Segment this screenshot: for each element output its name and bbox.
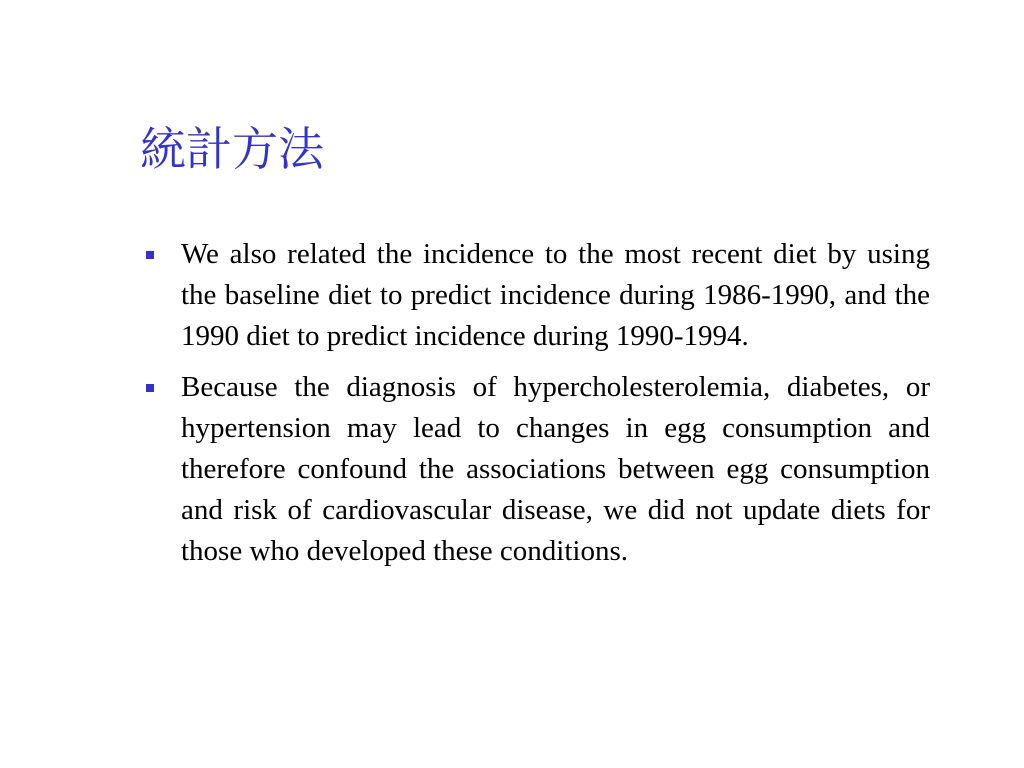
bullet-item <box>140 367 930 572</box>
square-bullet-icon <box>146 251 154 259</box>
bullet-text: We also related the incidence to the most recent diet by using the baseline diet to predict incidence during 1986-1990, and the 1990 diet to predict incidence during 1990-1994. <box>181 238 930 352</box>
square-bullet-icon <box>146 384 154 392</box>
bullet-text: Because the diagnosis of hypercholesterolemia, diabetes, or hypertension may lead to changes in egg consumption and therefore confound the associations between egg consumption and risk of cardiovascular disease, we did not update diets for those who developed these conditions. <box>181 371 930 567</box>
slide-title: 統計方法 <box>140 122 324 176</box>
bullet-list <box>140 234 930 582</box>
bullet-item <box>140 234 930 357</box>
